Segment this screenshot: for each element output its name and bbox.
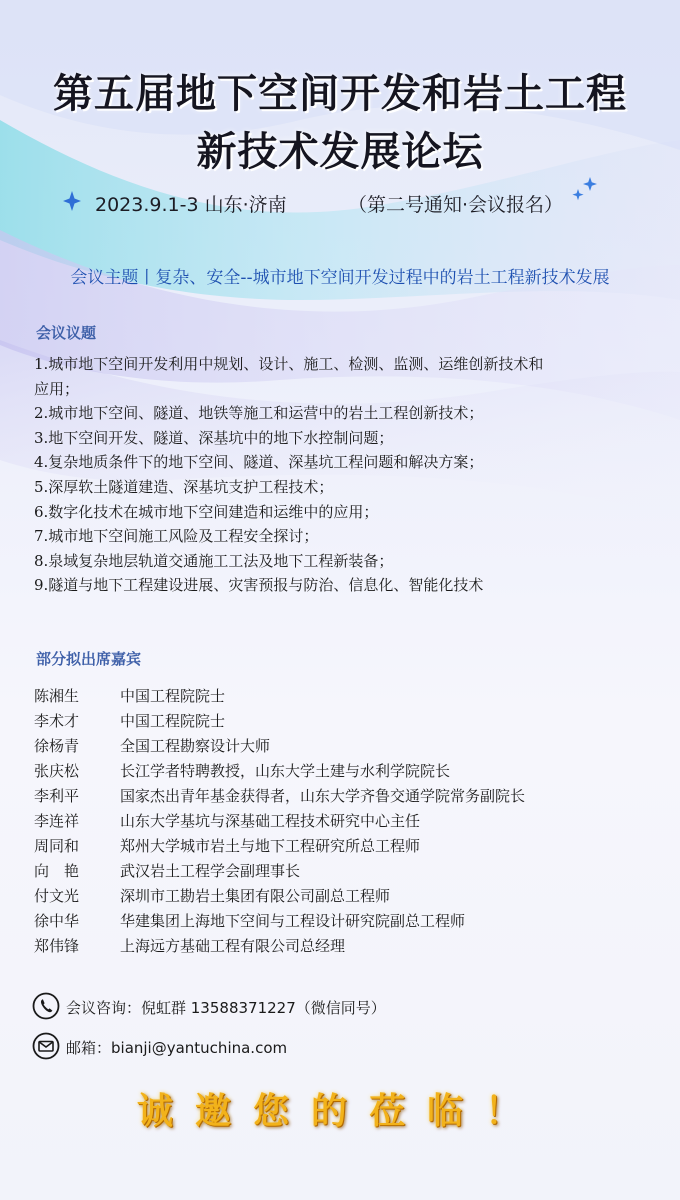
topic-item: 5.深厚软土隧道建造、深基坑支护工程技术； [34,477,334,496]
main-title-line2: 新技术发展论坛 [196,129,484,175]
guests-list [34,684,654,959]
guest-row [34,784,654,809]
guest-row [34,809,654,834]
guest-name: 周同和 [34,837,80,855]
date-location-row [0,190,680,220]
topic-item: 2.城市地下空间、隧道、地铁等施工和运营中的岩土工程创新技术； [34,404,484,423]
guest-name: 徐中华 [34,912,80,930]
guest-row [34,909,654,934]
guest-name: 向 艳 [34,862,80,880]
guest-title: 长江学者特聘教授，山东大学土建与水利学院院长 [120,762,451,780]
guest-name: 张庆松 [34,762,80,780]
welcome-banner: 诚邀您的莅临！ [136,1090,543,1132]
guest-name: 陈湘生 [34,687,80,705]
guest-name: 李利平 [34,787,80,805]
date-location: 2023.9.1-3 山东·济南 [95,194,287,216]
guest-row [34,934,654,959]
conference-theme: 会议主题丨复杂、安全--城市地下空间开发过程中的岩土工程新技术发展 [70,268,610,288]
guest-title: 国家杰出青年基金获得者，山东大学齐鲁交通学院常务副院长 [120,787,526,805]
guest-title: 郑州大学城市岩土与地下工程研究所总工程师 [120,837,421,855]
guest-title: 武汉岩土工程学会副理事长 [120,862,301,880]
guest-row [34,734,654,759]
guest-name: 徐杨青 [34,737,80,755]
guest-name: 郑伟锋 [34,937,80,955]
guest-name: 付文光 [34,887,80,905]
topic-item: 应用； [34,379,80,398]
topic-item: 8.泉域复杂地层轨道交通施工工法及地下工程新装备； [34,551,394,570]
topic-item: 3.地下空间开发、隧道、深基坑中的地下水控制问题； [34,428,394,447]
guest-title: 中国工程院院士 [120,712,226,730]
guest-row [34,834,654,859]
main-title-line1: 第五届地下空间开发和岩土工程 [53,71,627,117]
topic-item: 6.数字化技术在城市地下空间建造和运维中的应用； [34,502,379,521]
guest-row [34,709,654,734]
phone-contact-text: 会议咨询：倪虹群 13588371227（微信同号） [66,999,386,1017]
guest-row [34,859,654,884]
guest-row [34,684,654,709]
guests-section-title: 部分拟出席嘉宾 [36,650,142,668]
topic-item: 7.城市地下空间施工风险及工程安全探讨； [34,527,319,546]
guest-row [34,884,654,909]
envelope-icon [32,1032,60,1060]
phone-icon [32,992,60,1020]
guest-title: 山东大学基坑与深基础工程技术研究中心主任 [120,812,421,830]
guest-name: 李连祥 [34,812,80,830]
topic-item: 1.城市地下空间开发利用中规划、设计、施工、检测、监测、运维创新技术和 [34,355,544,373]
guest-row [34,759,654,784]
topic-item: 4.复杂地质条件下的地下空间、隧道、深基坑工程问题和解决方案； [34,453,484,472]
guest-title: 华建集团上海地下空间与工程设计研究院副总工程师 [120,912,466,930]
guest-name: 李术才 [34,712,80,730]
guest-title: 中国工程院院士 [120,687,226,705]
topic-item: 9.隧道与地下工程建设进展、灾害预报与防治、信息化、智能化技术 [34,576,484,595]
topics-list [34,352,654,598]
email-contact-text: 邮箱：bianji@yantuchina.com [66,1039,288,1057]
topics-section-title: 会议议题 [36,324,97,342]
guest-title: 深圳市工勘岩土集团有限公司副总工程师 [120,887,391,905]
guest-title: 上海远方基础工程有限公司总经理 [120,937,346,955]
guest-title: 全国工程勘察设计大师 [120,737,271,755]
notice-label: （第二号通知·会议报名） [348,194,564,216]
